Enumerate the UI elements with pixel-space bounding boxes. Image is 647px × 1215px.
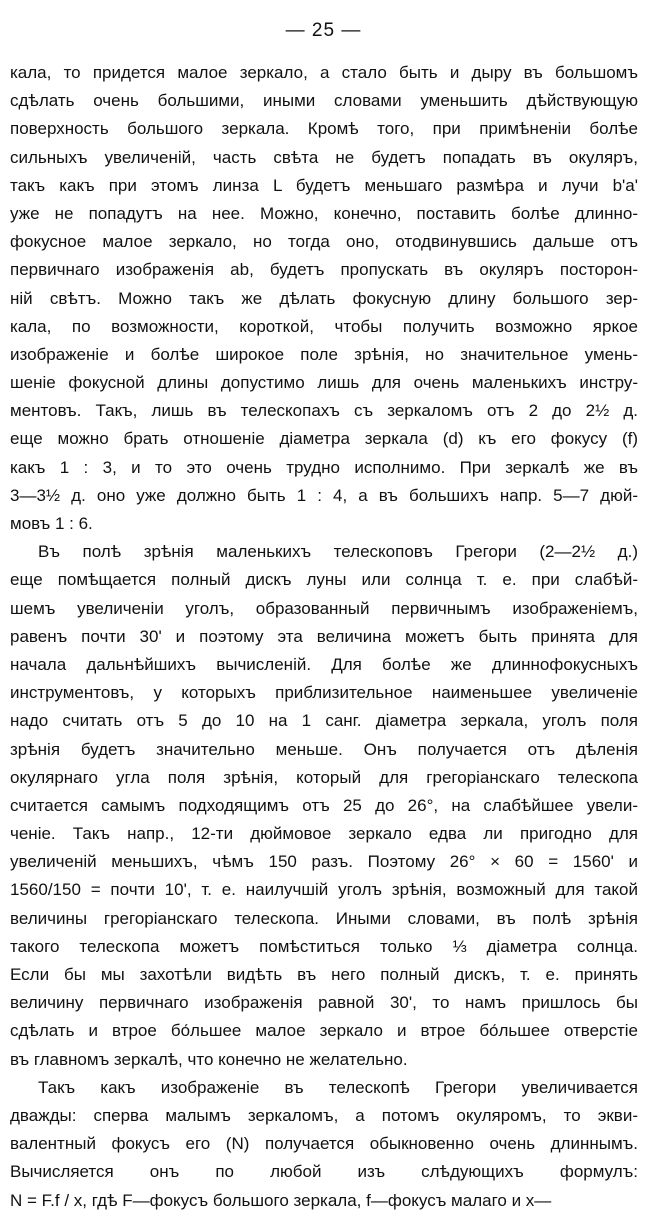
text-line: изображеніе и болѣе широкое поле зрѣнія, но значительное умень- xyxy=(10,344,638,364)
paragraph xyxy=(10,1074,638,1215)
paragraph xyxy=(10,59,638,538)
text-line: Если бы мы захотѣли видѣть въ него полный дискъ, т. е. принять xyxy=(10,965,638,984)
text-line: надо считать отъ 5 до 10 на 1 санг. діаметра зеркала, уголъ поля xyxy=(10,711,638,731)
text-line: поверхность большого зеркала. Кромѣ того, при примѣненіи болѣе xyxy=(10,119,638,139)
text-line: N = F.f / x, гдѣ F—фокусъ большого зеркала, f—фокусъ малаго и x— xyxy=(10,1190,552,1210)
text-line: зрѣнія будетъ значительно меньше. Онъ получается отъ дѣленія xyxy=(10,739,638,759)
text-line: Въ полѣ зрѣнія маленькихъ телескоповъ Грегори (2—2½ д.) xyxy=(38,542,638,562)
paragraph xyxy=(10,538,638,1074)
text-line: начала дальнѣйшихъ вычисленій. Для болѣе же длиннофокусныхъ xyxy=(10,654,638,674)
text-line: шемъ увеличеніи уголъ, образованный первичнымъ изображеніемъ, xyxy=(10,598,638,618)
text-line: кала, по возможности, короткой, чтобы получить возможно яркое xyxy=(10,316,638,336)
text-line: дважды: сперва малымъ зеркаломъ, а потомъ окуляромъ, то экви- xyxy=(10,1105,638,1125)
text-line: Такъ какъ изображеніе въ телескопѣ Грегори увеличивается xyxy=(38,1077,638,1097)
text-line: 3—3½ д. оно уже должно быть 1 : 4, а въ большихъ напр. 5—7 дюй- xyxy=(10,485,638,505)
text-line: кала, то придется малое зеркало, а стало быть и дыру въ большомъ xyxy=(10,63,638,82)
text-line: ментовъ. Такъ, лишь въ телескопахъ съ зеркаломъ отъ 2 до 2½ д. xyxy=(10,401,638,421)
text-line: въ главномъ зеркалѣ, что конечно не желательно. xyxy=(10,1049,408,1069)
text-line: сдѣлать очень большими, иными словами уменьшить дѣйствующую xyxy=(10,91,638,111)
text-line: какъ 1 : 3, и то это очень трудно исполнимо. При зеркалѣ же въ xyxy=(10,457,638,477)
text-line: такого телескопа можетъ помѣститься только ⅓ діаметра солнца. xyxy=(10,936,638,956)
text-line: мовъ 1 : 6. xyxy=(10,514,93,533)
text-line: окулярнаго угла поля зрѣнія, который для грегоріанскаго телескопа xyxy=(10,767,638,787)
text-line: еще можно брать отношеніе діаметра зеркала (d) къ его фокусу (f) xyxy=(10,429,638,449)
text-line: уже не попадутъ на нее. Можно, конечно, поставить болѣе длинно- xyxy=(10,203,638,223)
text-line: такъ какъ при этомъ линза L будетъ меньшаго размѣра и лучи b'a' xyxy=(10,175,638,195)
text-line: сильныхъ увеличеній, часть свѣта не будетъ попадать въ окуляръ, xyxy=(10,147,638,167)
text-line: еще помѣщается полный дискъ луны или солнца т. е. при слабѣй- xyxy=(10,570,638,590)
text-line: величины грегоріанскаго телескопа. Иными словами, въ полѣ зрѣнія xyxy=(10,908,638,928)
page-number: — 25 — xyxy=(285,20,362,41)
body-text xyxy=(10,59,638,1215)
text-line: валентный фокусъ его (N) получается обыкновенно очень длиннымъ. xyxy=(10,1134,638,1154)
text-line: инструментовъ, у которыхъ приблизительное наименьшее увеличеніе xyxy=(10,683,638,703)
text-line: фокусное малое зеркало, но тогда оно, отодвинувшись дальше отъ xyxy=(10,232,638,252)
text-line: увеличеній меньшихъ, чѣмъ 150 разъ. Поэтому 26° × 60 = 1560' и xyxy=(10,852,638,872)
text-line: ченіе. Такъ напр., 12-ти дюймовое зеркало едва ли пригодно для xyxy=(10,824,638,844)
text-line: шеніе фокусной длины допустимо лишь для очень маленькихъ инстру- xyxy=(10,373,638,393)
text-line: сдѣлать и втрое бо́льшее малое зеркало и втрое бо́льшее отверстіе xyxy=(10,1021,638,1041)
text-line: ній свѣтъ. Можно такъ же дѣлать фокусную длину большого зер- xyxy=(10,288,638,308)
text-line: первичнаго изображенія ab, будетъ пропускать въ окуляръ посторон- xyxy=(10,260,638,280)
text-line: Вычисляется онъ по любой изъ слѣдующихъ формулъ: xyxy=(10,1162,638,1182)
text-line: равенъ почти 30' и поэтому эта величина можетъ быть принята для xyxy=(10,626,638,646)
text-line: величину первичнаго изображенія равной 30', то намъ пришлось бы xyxy=(10,993,638,1013)
text-line: 1560/150 = почти 10', т. е. наилучшій уголъ зрѣнія, возможный для такой xyxy=(10,880,638,900)
text-line: считается самымъ подходящимъ отъ 25 до 26°, на слабѣйшее увели- xyxy=(10,795,638,815)
